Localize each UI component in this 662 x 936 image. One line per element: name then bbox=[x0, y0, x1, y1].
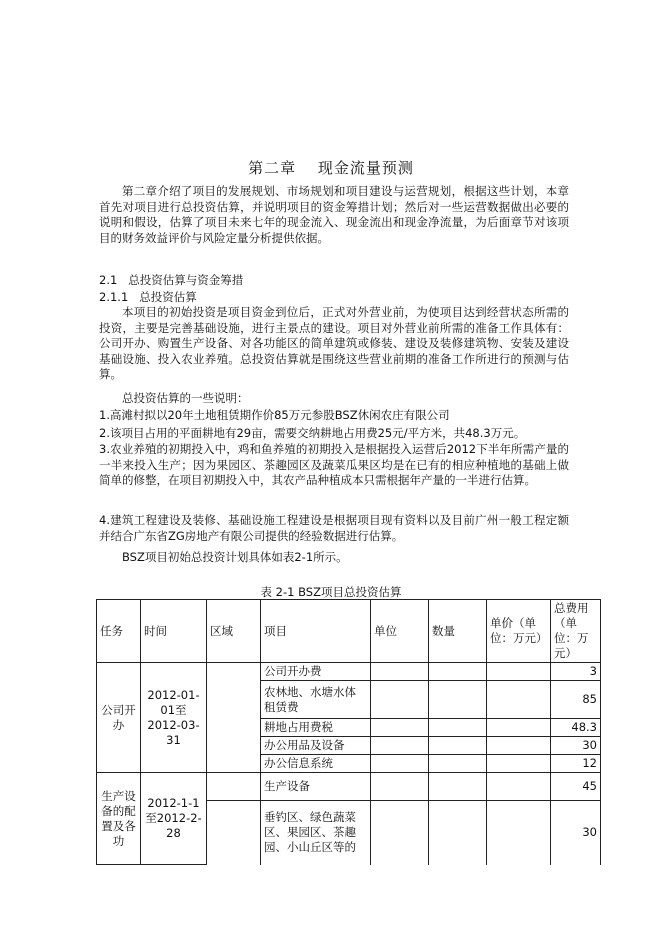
task-cell: 生产设备的配置及各功 bbox=[97, 773, 141, 865]
total-cell: 3 bbox=[551, 663, 601, 681]
total-cell: 45 bbox=[551, 773, 601, 801]
subsection-heading bbox=[99, 289, 197, 305]
qty-cell bbox=[429, 719, 487, 737]
area-cell bbox=[207, 773, 261, 801]
note-2: 2.该项目占用的平面耕地有29亩，需要交纳耕地占用费25元/平方米，共48.3万元。 bbox=[99, 426, 526, 440]
qty-cell bbox=[429, 681, 487, 719]
total-cell: 30 bbox=[551, 737, 601, 755]
total-cell: 85 bbox=[551, 681, 601, 719]
table-reference: BSZ项目初始总投资计划具体如表2-1所示。 bbox=[122, 550, 348, 564]
header-task: 任务 bbox=[97, 600, 141, 663]
qty-cell bbox=[429, 801, 487, 865]
note-1: 1.高滩村拟以20年土地租赁期作价85万元参股BSZ休闲农庄有限公司 bbox=[99, 408, 450, 422]
item-cell: 耕地占用费税 bbox=[261, 719, 371, 737]
unit-cell bbox=[371, 737, 429, 755]
subsection-number: 2.1.1 bbox=[99, 290, 129, 304]
time-cell: 2012-01-01至2012-03-31 bbox=[141, 663, 207, 773]
total-cell: 48.3 bbox=[551, 719, 601, 737]
header-item: 项目 bbox=[261, 600, 371, 663]
table-caption: 表 2-1 BSZ项目总投资估算 bbox=[260, 585, 402, 599]
qty-cell bbox=[429, 663, 487, 681]
item-cell: 垂钓区、绿色蔬菜区、果园区、茶趣园、小山丘区等的 bbox=[261, 801, 371, 865]
unit-cell bbox=[371, 663, 429, 681]
investment-table bbox=[96, 599, 601, 865]
header-price: 单价（单位：万元） bbox=[487, 600, 551, 663]
section-heading bbox=[99, 272, 243, 288]
note-4: 4.建筑工程建设及装修、基础设施工程建设是根据项目现有资料以及目前广州一般工程定额并结合广东省ZG房地产有限公司提供的经验数据进行估算。 bbox=[99, 513, 569, 543]
area-cell bbox=[207, 801, 261, 865]
price-cell bbox=[487, 663, 551, 681]
header-unit: 单位 bbox=[371, 600, 429, 663]
notes-intro: 总投资估算的一些说明： bbox=[122, 391, 249, 405]
price-cell bbox=[487, 773, 551, 801]
note-3: 3.农业养殖的初期投入中，鸡和鱼养殖的初期投入是根据投入运营后2012下半年所需产量的一半来投入生产；因为果园区、茶趣园区及蔬菜瓜果区均是在已有的相应种植地的基础上做简单的修整，在项目初期投入中，其农产品种植成本只需根据年产量的一半进行估算。 bbox=[99, 442, 569, 487]
header-area: 区域 bbox=[207, 600, 261, 663]
unit-cell bbox=[371, 773, 429, 801]
chapter-title: 第二章 现金流量预测 bbox=[248, 159, 414, 177]
subsection-title: 总投资估算 bbox=[139, 290, 197, 304]
intro-paragraph: 第二章介绍了项目的发展规划、市场规划和项目建设与运营规划，根据这些计划，本章首先对项目进行总投资估算，并说明项目的资金筹措计划；然后对一些运营数据做出必要的说明和假设，估算了项目未来七年的现金流入、现金流出和现金净流量，为后面章节对该项目的财务效益评价与风险定量分析提供依据。 bbox=[99, 184, 569, 245]
price-cell bbox=[487, 719, 551, 737]
header-time: 时间 bbox=[141, 600, 207, 663]
header-total: 总费用（单位：万元） bbox=[551, 600, 601, 663]
area-cell bbox=[207, 663, 261, 773]
time-cell: 2012-1-1至2012-2-28 bbox=[141, 773, 207, 865]
item-cell: 农林地、水塘水体租赁费 bbox=[261, 681, 371, 719]
item-cell: 办公信息系统 bbox=[261, 755, 371, 773]
item-cell: 生产设备 bbox=[261, 773, 371, 801]
total-cell: 12 bbox=[551, 755, 601, 773]
qty-cell bbox=[429, 755, 487, 773]
table-row bbox=[97, 663, 601, 681]
item-cell: 公司开办费 bbox=[261, 663, 371, 681]
task-cell: 公司开办 bbox=[97, 663, 141, 773]
unit-cell bbox=[371, 801, 429, 865]
unit-cell bbox=[371, 681, 429, 719]
body-paragraph: 本项目的初始投资是项目资金到位后，正式对外营业前，为使项目达到经营状态所需的投资，主要是完善基础设施，进行主景点的建设。项目对外营业前所需的准备工作具体有：公司开办、购置生产设备、对各功能区的简单建筑或修装、建设及装修建筑物、安装及建设基础设施、投入农业养殖。总投资估算就是围绕这些营业前期的准备工作所进行的预测与估算。 bbox=[99, 305, 569, 381]
price-cell bbox=[487, 681, 551, 719]
qty-cell bbox=[429, 737, 487, 755]
header-qty: 数量 bbox=[429, 600, 487, 663]
item-cell: 办公用品及设备 bbox=[261, 737, 371, 755]
price-cell bbox=[487, 737, 551, 755]
section-title: 总投资估算与资金筹措 bbox=[128, 273, 244, 287]
table-header-row bbox=[97, 600, 601, 663]
unit-cell bbox=[371, 719, 429, 737]
qty-cell bbox=[429, 773, 487, 801]
total-cell: 30 bbox=[551, 801, 601, 865]
price-cell bbox=[487, 801, 551, 865]
price-cell bbox=[487, 755, 551, 773]
unit-cell bbox=[371, 755, 429, 773]
section-number: 2.1 bbox=[99, 273, 118, 287]
table-row bbox=[97, 773, 601, 801]
